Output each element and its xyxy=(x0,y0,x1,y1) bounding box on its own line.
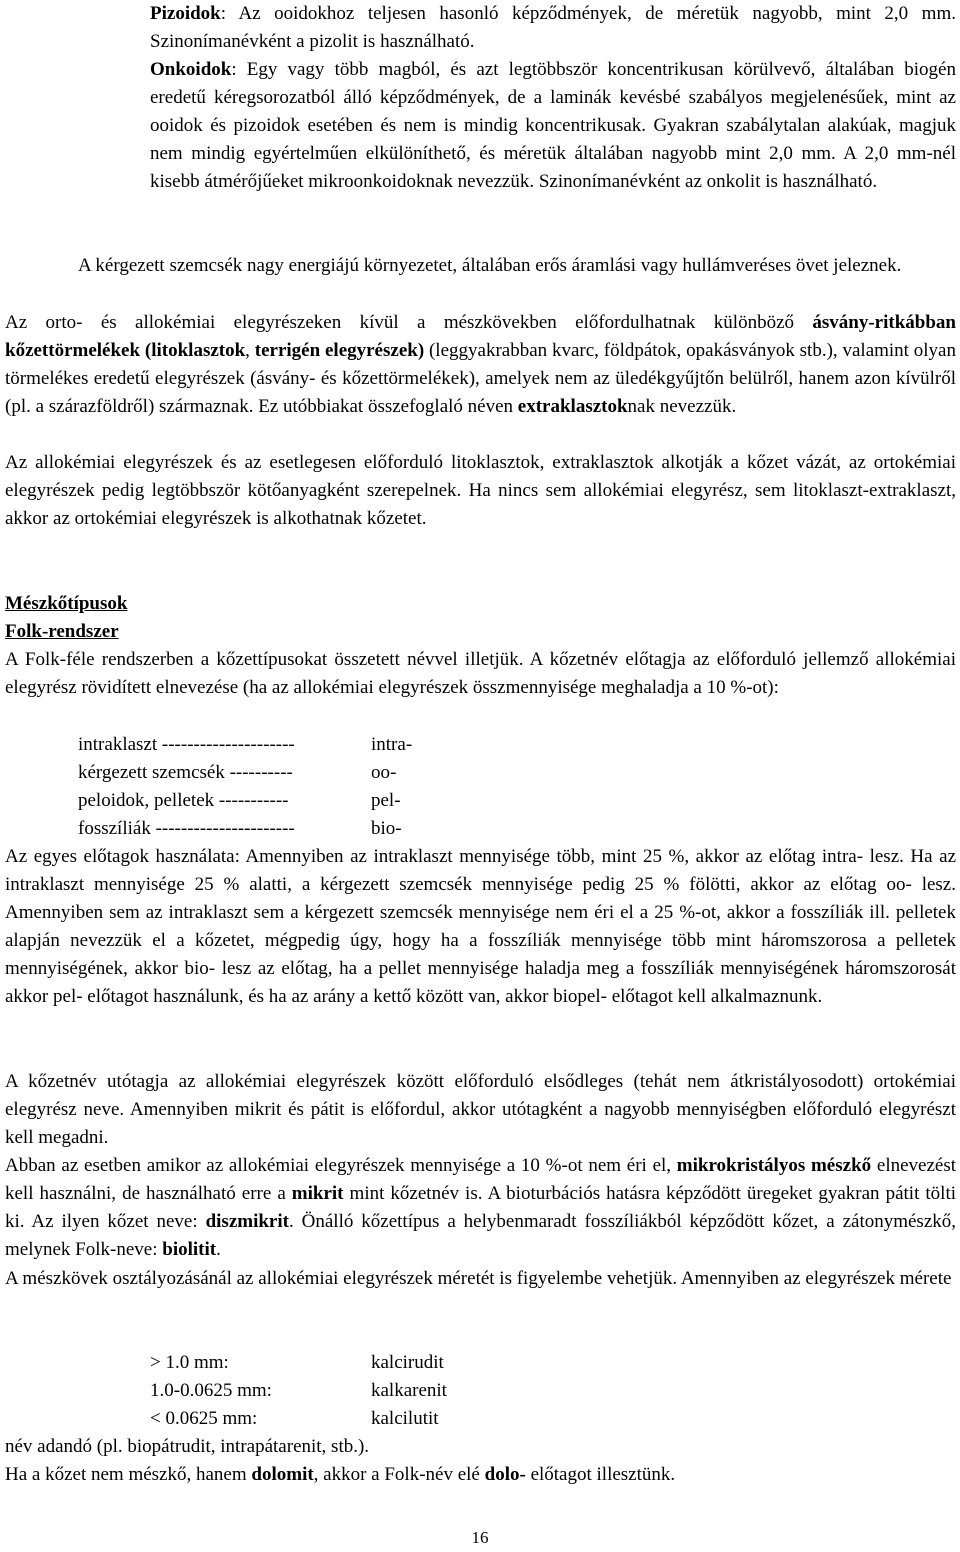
paragraph-mikrit: Abban az esetben amikor az allokémiai elegyrészek mennyisége a 10 %-ot nem éri el, mikrokristályos mészkő elnevezést kell használni, de használható erre a mikrit mint kőzetnév is. A bioturbációs hatásra képződött üregeket gyakran pátit tölti ki. Az ilyen kőzet neve: diszmikrit. Önálló kőzettípus a helybenmaradt fosszíliákból képződött kőzet, a zátonymészkő, melynek Folk-neve: biolitit. xyxy=(5,1155,957,1261)
size-range: > 1.0 mm: xyxy=(150,1352,229,1373)
prefix-name: peloidok, pelletek ----------- xyxy=(78,790,289,811)
page-number: 16 xyxy=(471,1528,489,1547)
paragraph-meret: A mészkövek osztályozásánál az allokémiai elegyrészek méretét is figyelembe vehetjük. Amennyiben az elegyrészek mérete xyxy=(5,1268,952,1289)
paragraph-utotag: A kőzetnév utótagja az allokémiai elegyrészek között előforduló elsődleges (tehát nem átkristályosodott) ortokémiai elegyrész neve. Amennyiben mikrit és pátit is előfordul, akkor utótagként a nagyobb mennyiségben előforduló elegyrészt kell megadni. xyxy=(5,1071,956,1149)
prefix-value: oo- xyxy=(371,762,397,783)
paragraph-elotagok: Az egyes előtagok használata: Amennyiben az intraklaszt mennyisége több, mint 25 %, akkor az előtag intra- lesz. Ha az intraklaszt mennyisége 25 % alatti, a kérgezett szemcsék mennyisége pedig 25 % fölötti, akkor az előtag oo- lesz. Amennyiben sem az intraklaszt sem a kérgezett szemcsék mennyisége nem éri el a 25 %-ot, akkor a fosszíliák ill. pelletek alapján nevezzük el a kőzetet, mégpedig úgy, hogy ha a fosszíliák mennyisége több mint háromszorosa a pelletek mennyiségének, akkor bio- lesz az előtag, ha a pellet mennyisége haladja meg a fosszíliák mennyiségének háromszorosát akkor pel- előtagot használunk, és ha az arány a kettő között van, akkor biopel- előtagot kell alkalmaznunk. xyxy=(5,846,956,1008)
size-name: kalcirudit xyxy=(371,1352,444,1373)
prefix-value: intra- xyxy=(371,734,413,755)
size-name: kalcilutit xyxy=(371,1408,439,1429)
paragraph-onkoidok: Onkoidok: Egy vagy több magból, és azt legtöbbször koncentrikusan körülvevő, általában biogén eredetű kéregsorozatból álló képződmények, de a laminák kevésbé szabályos megjelenésűek, mint az ooidok és pizoidok esetében és nem is mindig koncentrikusak. Gyakran szabálytalan alakúak, magjuk nem mindig egyértelműen elkülöníthető, és méretük általában nagyobb mint 2,0 mm. A 2,0 mm-nél kisebb átmérőjűeket mikroonkoidoknak nevezzük. Szinonímanévként az onkolit is használható. xyxy=(150,59,956,193)
paragraph-nev-adando: név adandó (pl. biopátrudit, intrapátarenit, stb.). xyxy=(5,1436,370,1457)
prefix-name: intraklaszt --------------------- xyxy=(78,734,295,755)
size-name: kalkarenit xyxy=(371,1380,447,1401)
paragraph-kergezett: A kérgezett szemcsék nagy energiájú környezetet, általában erős áramlási vagy hullámveréses övet jeleznek. xyxy=(78,255,902,276)
prefix-value: bio- xyxy=(371,818,402,839)
term-pizoidok: Pizoidok xyxy=(150,3,221,24)
term-onkoidok: Onkoidok xyxy=(150,59,232,80)
paragraph-pizoidok: Pizoidok: Az ooidokhoz teljesen hasonló képződmények, de méretük nagyobb, mint 2,0 mm. Szinonímanévként a pizolit is használható. xyxy=(150,3,956,53)
paragraph-dolomit: Ha a kőzet nem mészkő, hanem dolomit, akkor a Folk-név elé dolo- előtagot illesztünk. xyxy=(5,1464,676,1485)
paragraph-vaz: Az allokémiai elegyrészek és az esetlegesen előforduló litoklasztok, extraklasztok alkotják a kőzet vázát, az ortokémiai elegyrészek pedig legtöbbször kötőanyagként szerepelnek. Ha nincs sem allokémiai elegyrész, sem litoklaszt-extraklaszt, akkor az ortokémiai elegyrészek is alkothatnak kőzetet. xyxy=(5,452,956,530)
paragraph-elegyreszek: Az orto- és allokémiai elegyrészeken kívül a mészkövekben előfordulhatnak különböző ásvány-ritkábban kőzettörmelékek (litoklasztok, terrigén elegyrészek) (leggyakrabban kvarc, földpátok, opakásványok stb.), valamint olyan törmelékes eredetű elegyrészek (ásvány- és kőzettörmelékek), amelyek nem az üledékgyűjtőn belülről, hanem azon kívülről (pl. a szárazföldről) származnak. Ez utóbbiakat összefoglaló néven extraklasztoknak nevezzük. xyxy=(5,312,956,418)
paragraph-folk-intro: A Folk-féle rendszerben a kőzettípusokat összetett névvel illetjük. A kőzetnév előtagja az előforduló jellemző allokémiai elegyrész rövidített elnevezése (ha az allokémiai elegyrészek összmennyisége meghaladja a 10 %-ot): xyxy=(5,649,956,699)
prefix-name: kérgezett szemcsék ---------- xyxy=(78,762,293,783)
prefix-value: pel- xyxy=(371,790,401,811)
size-range: < 0.0625 mm: xyxy=(150,1408,258,1429)
prefix-name: fosszíliák ---------------------- xyxy=(78,818,295,839)
size-range: 1.0-0.0625 mm: xyxy=(150,1380,272,1401)
section-heading: Mészkőtípusok xyxy=(5,593,128,614)
subsection-heading: Folk-rendszer xyxy=(5,621,119,642)
